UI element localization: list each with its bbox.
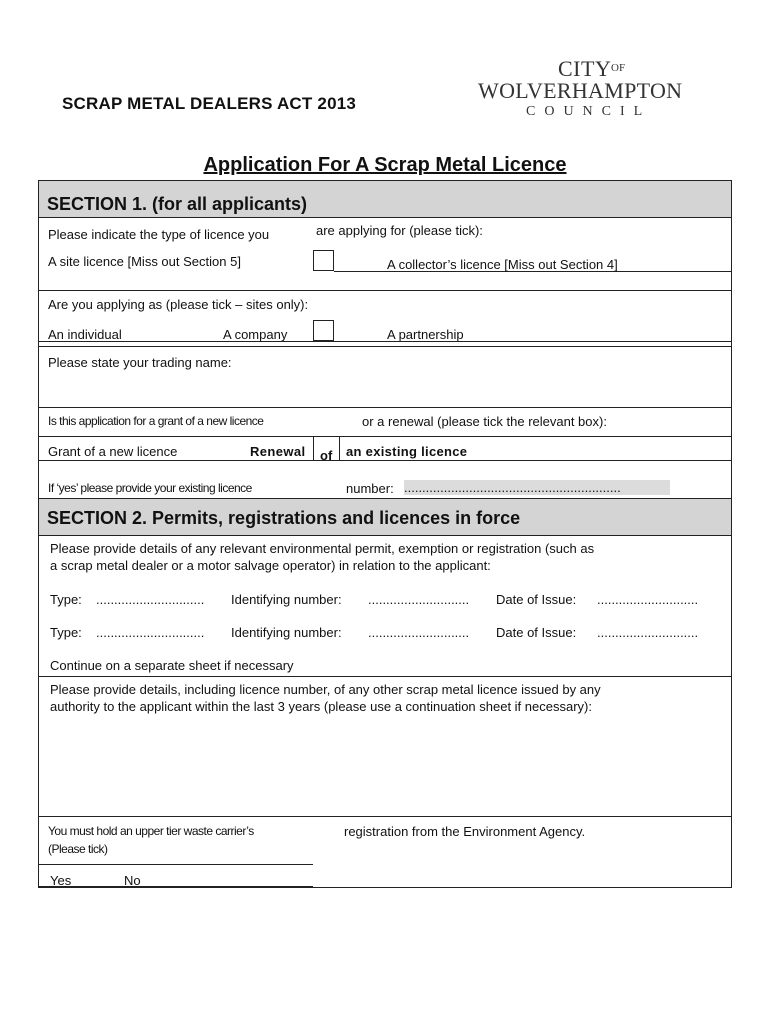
divider: [39, 460, 731, 461]
continue-note: Continue on a separate sheet if necessary: [50, 658, 294, 673]
divider: [39, 217, 731, 218]
divider: [39, 886, 313, 887]
existing-prompt-a: If ‘yes’ please provide your existing licence: [48, 481, 252, 495]
please-tick-label: (Please tick): [48, 842, 108, 856]
renewal-label: Renewal: [250, 444, 306, 459]
divider: [39, 676, 731, 677]
act-title: SCRAP METAL DEALERS ACT 2013: [62, 94, 357, 113]
yes-option[interactable]: Yes: [50, 873, 72, 888]
id-label-1: Identifying number:: [231, 592, 342, 607]
date-input-1[interactable]: ............................: [597, 592, 699, 607]
logo-of: OF: [611, 62, 626, 74]
logo-council: COUNCIL: [526, 104, 652, 119]
logo-wolverhampton: WOLVERHAMPTON: [478, 78, 683, 103]
divider: [39, 341, 731, 342]
logo-city: CITY: [558, 56, 612, 81]
existing-licence-label: an existing licence: [346, 444, 468, 459]
existing-licence-number-input[interactable]: ............................................................: [404, 480, 670, 495]
no-option[interactable]: No: [124, 873, 141, 888]
divider: [39, 290, 731, 291]
site-licence-label: A site licence [Miss out Section 5]: [48, 254, 241, 269]
form-title: Application For A Scrap Metal Licence: [203, 154, 567, 176]
id-input-2[interactable]: ............................: [368, 625, 470, 640]
type-input-2[interactable]: ..............................: [96, 625, 205, 640]
section1-heading: SECTION 1. (for all applicants): [39, 181, 731, 217]
trading-name-input[interactable]: [48, 374, 718, 404]
partnership-label: A partnership: [387, 327, 464, 342]
section2-heading: SECTION 2. Permits, registrations and licences in force: [39, 499, 731, 535]
collector-licence-label: A collector’s licence [Miss out Section 4]: [387, 257, 618, 272]
divider: [339, 436, 340, 460]
trading-name-prompt: Please state your trading name:: [48, 355, 232, 370]
divider: [39, 407, 731, 408]
site-licence-checkbox[interactable]: [313, 250, 334, 271]
permit-intro-1: Please provide details of any relevant environmental permit, exemption or registration (such as: [50, 541, 595, 556]
grant-prompt-b: or a renewal (please tick the relevant box):: [362, 414, 607, 429]
other-licence-2: authority to the applicant within the last 3 years (please use a continuation sheet if necessary):: [50, 699, 592, 714]
individual-label: An individual: [48, 327, 122, 342]
council-logo: [478, 54, 708, 126]
divider: [39, 864, 313, 865]
type-label-1: Type:: [50, 592, 82, 607]
type-label-2: Type:: [50, 625, 82, 640]
divider: [39, 535, 731, 536]
company-checkbox[interactable]: [313, 320, 334, 341]
of-label: of: [320, 448, 333, 463]
divider: [313, 436, 314, 460]
existing-prompt-b: number:: [346, 481, 394, 496]
other-licence-details-input[interactable]: [50, 718, 720, 814]
divider: [39, 346, 731, 347]
grant-prompt-a: Is this application for a grant of a new licence: [48, 414, 264, 428]
date-input-2[interactable]: ............................: [597, 625, 699, 640]
id-label-2: Identifying number:: [231, 625, 342, 640]
applying-as-prompt: Are you applying as (please tick – sites only):: [48, 297, 309, 312]
date-label-1: Date of Issue:: [496, 592, 577, 607]
divider: [39, 436, 731, 437]
waste-carrier-prompt-a: You must hold an upper tier waste carrier’s: [48, 824, 254, 838]
other-licence-1: Please provide details, including licence number, of any other scrap metal licence issued by any: [50, 682, 601, 697]
id-input-1[interactable]: ............................: [368, 592, 470, 607]
licence-type-prompt-a: Please indicate the type of licence you: [48, 227, 270, 242]
waste-carrier-prompt-b: registration from the Environment Agency.: [344, 824, 586, 839]
company-label: A company: [223, 327, 288, 342]
permit-intro-2: a scrap metal dealer or a motor salvage operator) in relation to the applicant:: [50, 558, 491, 573]
divider: [39, 816, 731, 817]
form-title-wrap: [0, 154, 770, 177]
type-input-1[interactable]: ..............................: [96, 592, 205, 607]
date-label-2: Date of Issue:: [496, 625, 577, 640]
licence-type-prompt-b: are applying for (please tick):: [316, 223, 483, 238]
grant-new-label: Grant of a new licence: [48, 444, 178, 459]
